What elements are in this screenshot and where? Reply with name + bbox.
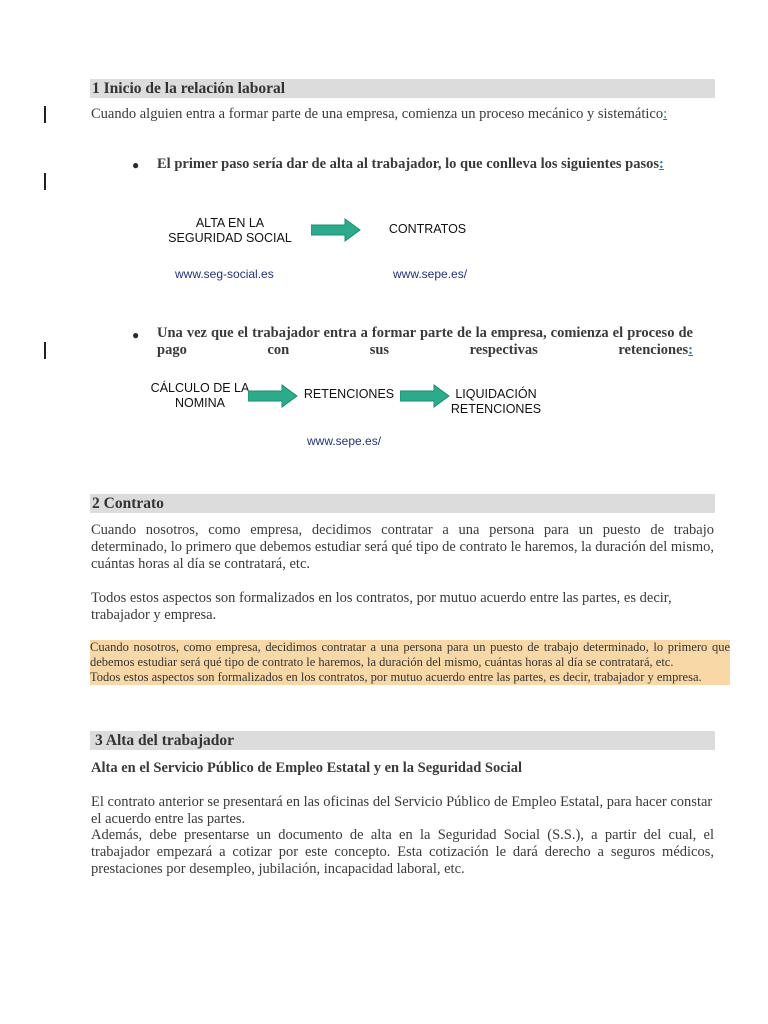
section-3-heading: 3 Alta del trabajador (90, 731, 715, 750)
diagram-box-contratos: CONTRATOS (388, 222, 467, 236)
url-seg-social[interactable]: www.seg-social.es (175, 267, 274, 281)
diagram-box-liquidacion: LIQUIDACIÓN RETENCIONES (450, 387, 542, 416)
arrow-icon (400, 384, 450, 408)
section-3-para-1: El contrato anterior se presentará en las oficinas del Servicio Público de Empleo Estatal, para hacer constar el acuerdo entre las partes. (91, 794, 713, 827)
arrow-icon (248, 384, 298, 408)
colon-link[interactable]: : (688, 342, 693, 358)
colon-link[interactable]: : (659, 156, 664, 172)
url-sepe[interactable]: www.sepe.es/ (307, 434, 382, 448)
diagram-box-retenciones: RETENCIONES (303, 387, 395, 401)
bullet-1-text: El primer paso sería dar de alta al trabajador, lo que conlleva los siguientes pasos: (157, 156, 664, 172)
arrow-icon (311, 218, 361, 242)
highlight-para-1: Cuando nosotros, como empresa, decidimos contratar a una persona para un puesto de trabajo determinado, lo primero que debemos estudiar será qué tipo de contrato le haremos, la duración del mismo, cuántas horas al día se contratará, etc. (90, 640, 730, 669)
highlighted-block (90, 640, 730, 685)
url-sepe[interactable]: www.sepe.es/ (393, 267, 468, 281)
change-bar (44, 342, 46, 359)
change-bar (44, 106, 46, 123)
section-2-para-2: Todos estos aspectos son formalizados en los contratos, por mutuo acuerdo entre las partes, es decir, trabajador y empresa. (91, 590, 672, 623)
change-bar (44, 173, 46, 190)
section-1-heading: 1 Inicio de la relación laboral (90, 79, 715, 98)
diagram-box-alta: ALTA EN LA SEGURIDAD SOCIAL (168, 216, 292, 245)
section-3-para-2: Además, debe presentarse un documento de alta en la Seguridad Social (S.S.), a partir del cual, el trabajador empezará a cotizar por este concepto. Esta cotización le dará derecho a seguros médicos, prestaciones por desempleo, jubilación, incapacidad laboral, etc. (91, 827, 714, 877)
highlight-para-2: Todos estos aspectos son formalizados en los contratos, por mutuo acuerdo entre las partes, es decir, trabajador y empresa. (90, 670, 702, 684)
section-2-heading: 2 Contrato (90, 494, 715, 513)
diagram-box-calculo: CÁLCULO DE LA NOMINA (150, 381, 250, 410)
bullet-icon: ● (132, 158, 140, 172)
section-1-intro: Cuando alguien entra a formar parte de una empresa, comienza un proceso mecánico y sistemático: (91, 106, 668, 122)
colon-link[interactable]: : (663, 106, 668, 122)
section-3-subtitle: Alta en el Servicio Público de Empleo Estatal y en la Seguridad Social (91, 760, 522, 776)
section-2-para-1: Cuando nosotros, como empresa, decidimos contratar a una persona para un puesto de trabajo determinado, lo primero que debemos estudiar será qué tipo de contrato le haremos, la duración del mismo, cuántas horas al día se contratará, etc. (91, 522, 714, 572)
bullet-2-text: Una vez que el trabajador entra a formar parte de la empresa, comienza el proceso de pago con sus respectivas retenciones: (157, 325, 693, 358)
bullet-icon: ● (132, 328, 140, 342)
